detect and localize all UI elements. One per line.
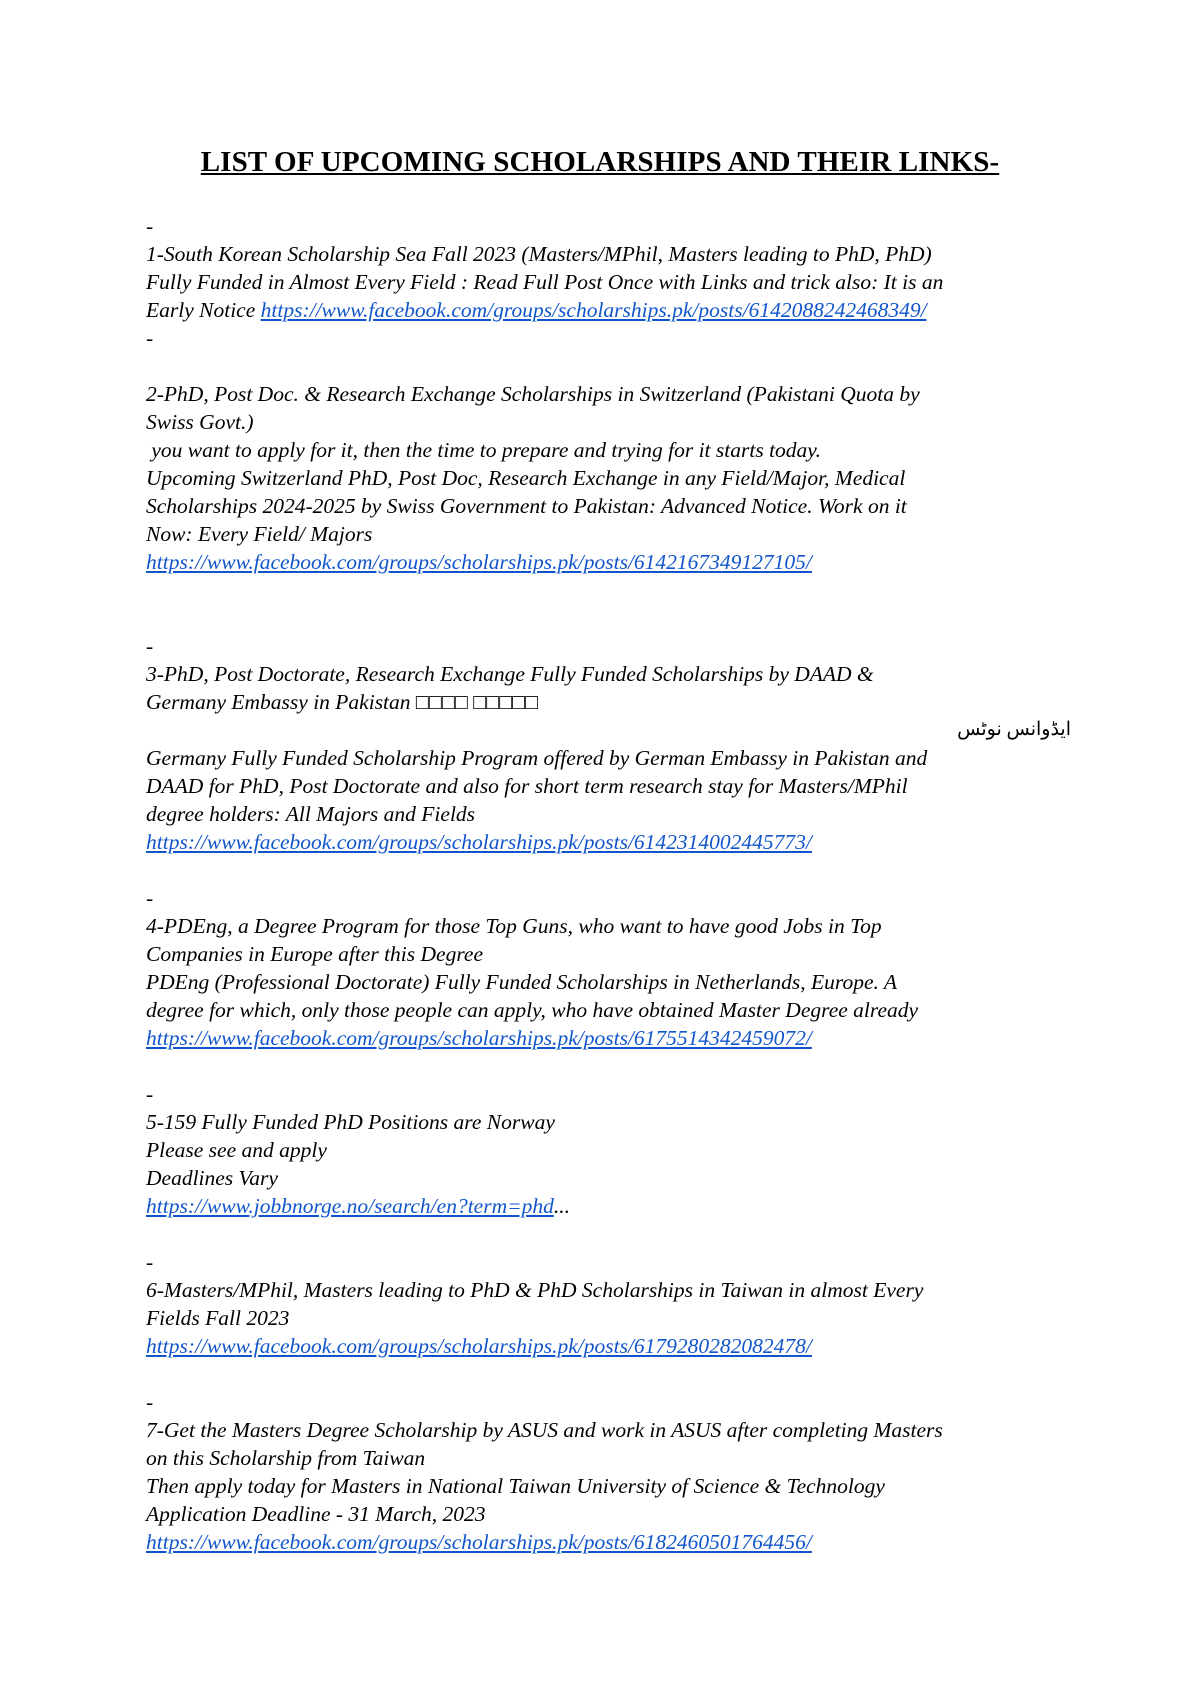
item-3-urdu-note: ایڈوانس نوٹس <box>957 719 1071 740</box>
item-5-link-suffix: ... <box>553 1194 570 1218</box>
item-6-link[interactable]: https://www.facebook.com/groups/scholarships.pk/posts/6179280282082478/ <box>146 1334 812 1358</box>
spacer <box>146 1052 1071 1080</box>
item-2-link-line <box>146 548 1071 576</box>
item-5-line-2: Please see and apply <box>146 1138 327 1162</box>
separator-dash: - <box>146 886 154 910</box>
spacer <box>146 1220 1071 1248</box>
item-1-link[interactable]: https://www.facebook.com/groups/scholarships.pk/posts/6142088242468349/ <box>260 298 927 322</box>
spacer <box>146 576 1071 632</box>
item-1-prefix: Early Notice <box>146 298 261 322</box>
item-3-line-5: degree holders: All Majors and Fields <box>146 802 476 826</box>
item-4-line-3: PDEng (Professional Doctorate) Fully Funded Scholarships in Netherlands, Europe. A <box>146 970 898 994</box>
item-6-line-1: 6-Masters/MPhil, Masters leading to PhD & PhD Scholarships in Taiwan in almost Every <box>146 1278 924 1302</box>
item-4-line-4: degree for which, only those people can apply, who have obtained Master Degree already <box>146 998 919 1022</box>
item-5-link[interactable]: https://www.jobbnorge.no/search/en?term=phd <box>146 1194 554 1218</box>
item-4-link-line <box>146 1024 1071 1052</box>
item-7-line-2: on this Scholarship from Taiwan <box>146 1446 426 1470</box>
item-3-line-2: Germany Embassy in Pakistan □□□□ □□□□□ <box>146 690 539 714</box>
item-7-line-1: 7-Get the Masters Degree Scholarship by ASUS and work in ASUS after completing Masters <box>146 1418 943 1442</box>
item-3-line-1: 3-PhD, Post Doctorate, Research Exchange Fully Funded Scholarships by DAAD & <box>146 662 874 686</box>
item-6-link-line <box>146 1332 1071 1360</box>
spacer <box>146 1360 1071 1388</box>
spacer <box>146 856 1071 884</box>
item-2-line-2: Swiss Govt.) <box>146 410 254 434</box>
separator-dash: - <box>146 214 154 238</box>
item-2-line-3: you want to apply for it, then the time to prepare and trying for it starts today. <box>146 438 822 462</box>
item-4-line-2: Companies in Europe after this Degree <box>146 942 483 966</box>
item-1-line-2: Fully Funded in Almost Every Field : Read Full Post Once with Links and trick also: It is an <box>146 270 944 294</box>
page-title: LIST OF UPCOMING SCHOLARSHIPS AND THEIR LINKS- <box>200 146 1000 178</box>
item-5-link-line <box>146 1192 1071 1220</box>
item-2-line-6: Now: Every Field/ Majors <box>146 522 373 546</box>
item-5-line-1: 5-159 Fully Funded PhD Positions are Norway <box>146 1110 555 1134</box>
item-2-link[interactable]: https://www.facebook.com/groups/scholarships.pk/posts/6142167349127105/ <box>146 550 812 574</box>
item-7-line-4: Application Deadline - 31 March, 2023 <box>146 1502 486 1526</box>
separator-dash: - <box>146 1250 154 1274</box>
item-3-line-4: DAAD for PhD, Post Doctorate and also for short term research stay for Masters/MPhil <box>146 774 908 798</box>
item-6-line-2: Fields Fall 2023 <box>146 1306 290 1330</box>
scholarship-list <box>146 212 1071 1556</box>
item-2-line-5: Scholarships 2024-2025 by Swiss Government to Pakistan: Advanced Notice. Work on it <box>146 494 907 518</box>
item-4-link[interactable]: https://www.facebook.com/groups/scholarships.pk/posts/6175514342459072/ <box>146 1026 812 1050</box>
item-1-line-3 <box>146 296 1071 324</box>
item-7-link-line <box>146 1528 1071 1556</box>
item-3-line-3: Germany Fully Funded Scholarship Program offered by German Embassy in Pakistan and <box>146 746 928 770</box>
separator-dash: - <box>146 326 154 350</box>
item-5-line-3: Deadlines Vary <box>146 1166 278 1190</box>
spacer <box>146 352 1071 380</box>
item-3-link-line <box>146 828 1071 856</box>
separator-dash: - <box>146 1082 154 1106</box>
item-7-link[interactable]: https://www.facebook.com/groups/scholarships.pk/posts/6182460501764456/ <box>146 1530 812 1554</box>
item-2-line-4: Upcoming Switzerland PhD, Post Doc, Research Exchange in any Field/Major, Medical <box>146 466 906 490</box>
separator-dash: - <box>146 634 154 658</box>
item-3-link[interactable]: https://www.facebook.com/groups/scholarships.pk/posts/6142314002445773/ <box>146 830 812 854</box>
item-1-line-1: 1-South Korean Scholarship Sea Fall 2023 (Masters/MPhil, Masters leading to PhD, PhD) <box>146 242 932 266</box>
separator-dash: - <box>146 1390 154 1414</box>
item-2-line-1: 2-PhD, Post Doc. & Research Exchange Scholarships in Switzerland (Pakistani Quota by <box>146 382 920 406</box>
item-7-line-3: Then apply today for Masters in National Taiwan University of Science & Technology <box>146 1474 885 1498</box>
item-4-line-1: 4-PDEng, a Degree Program for those Top Guns, who want to have good Jobs in Top <box>146 914 882 938</box>
